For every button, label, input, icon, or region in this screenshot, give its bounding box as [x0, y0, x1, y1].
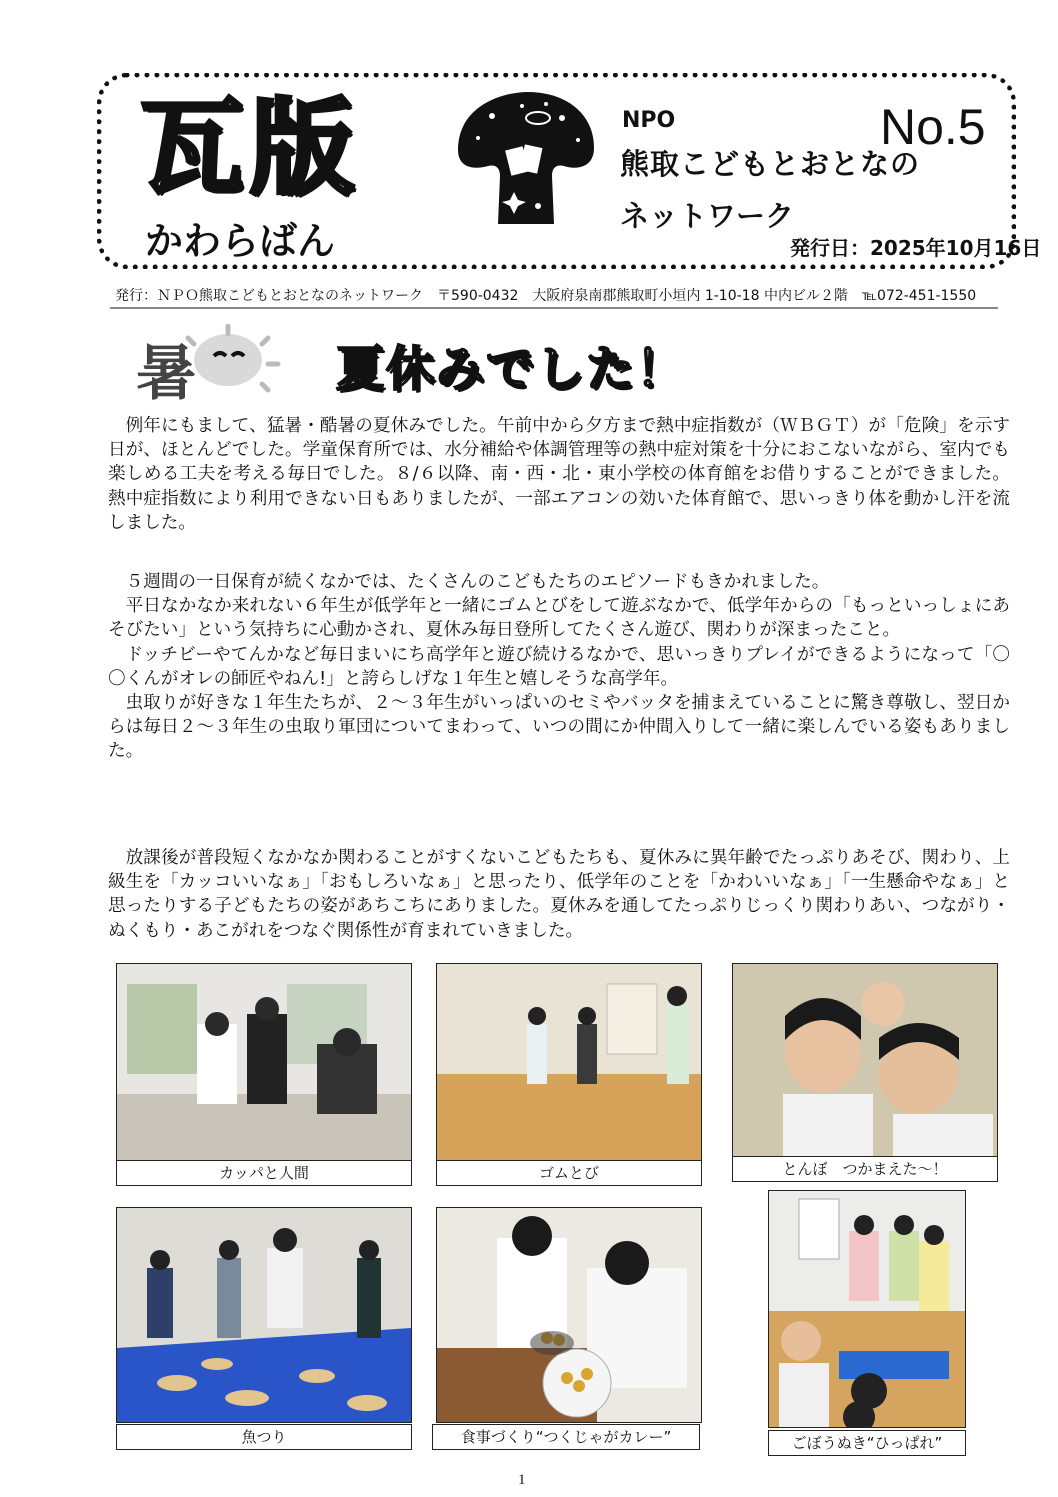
photo-sakanatsuri: [116, 1207, 412, 1423]
sun-heat-icon: [118, 324, 328, 404]
photo-caption: カッパと人間: [116, 1160, 412, 1186]
photo-caption: ゴムとび: [436, 1160, 702, 1186]
org-name-line1: 熊取こどもとおとなの: [620, 147, 921, 181]
page-number: 1: [518, 1472, 526, 1488]
paragraph-text: ドッチビーやてんかなど毎日まいにち高学年と遊び続けるなかで、思いっきりプレイができるようになって「〇〇くんがオレの師匠やねん!」と誇らしげな１年生と嬉しそうな高学年。: [108, 644, 1010, 689]
paragraph-text: 例年にもまして、猛暑・酷暑の夏休みでした。午前中から夕方まで熱中症指数が（ＷＢＧＴ）が「危険」を示す日が、ほとんどでした。学童保育所では、水分補給や体調管理等の熱中症対策を十分におこないながら、室内でも楽しめる工夫を考える毎日でした。８/６以降、南・西・北・東小学校の体育館をお借りすることができました。熱中症指数により利用できない日もありましたが、一部エアコンの効いた体育館で、思いっきり体を動かし汗を流しました。: [108, 416, 1010, 533]
issue-number: No.5: [880, 99, 986, 155]
photo-caption: 魚つり: [116, 1424, 412, 1450]
article-heading: 夏休みでした！: [336, 341, 687, 397]
photo-caption: とんぼ つかまえた～！: [732, 1156, 998, 1182]
photo-curry: [436, 1207, 702, 1423]
paragraph-text: 虫取りが好きな１年生たちが、２～３年生がいっぱいのセミやバッタを捕まえていることに驚き尊敬し、翌日からは毎日２～３年生の虫取り軍団についてまわって、いつの間にか仲間入りして一緒に楽しんでいる姿もありました。: [108, 693, 1010, 762]
masthead-title: 瓦版: [140, 87, 361, 209]
paragraph-text: ５週間の一日保育が続くなかでは、たくさんのこどもたちのエピソードもきかれました。: [125, 572, 830, 592]
org-name-line2: ネットワーク: [620, 199, 795, 233]
paragraph-2: [108, 570, 1010, 764]
issue-date: 発行日：2025年10月16日: [790, 236, 1042, 260]
npo-label: NPO: [622, 108, 676, 133]
heat-kanji: 暑: [136, 339, 196, 404]
paragraph-1: [108, 414, 1010, 535]
photo-gobounuki: [768, 1190, 966, 1428]
masthead-title-kana: かわらばん: [145, 219, 336, 263]
photo-tonbo: [732, 963, 998, 1157]
divider: [110, 307, 998, 309]
photo-caption: 食事づくり“つくじゃがカレー”: [432, 1424, 700, 1450]
photo-gomutobi: [436, 963, 702, 1161]
photo-caption: ごぼうぬき“ひっぱれ”: [768, 1430, 966, 1456]
paragraph-3: [108, 846, 1010, 943]
paragraph-text: 平日なかなか来れない６年生が低学年と一緒にゴムとびをして遊ぶなかで、低学年からの「もっといっしょにあそびたい」という気持ちに心動かされ、夏休み毎日登所してたくさん遊び、関わりが深まったこと。: [108, 596, 1010, 641]
publisher-line: 発行：ＮＰＯ熊取こどもとおとなのネットワーク 〒590-0432 大阪府泉南郡熊取町小垣内 1-10-18 中内ビル２階 ℡072-451-1550: [115, 288, 977, 304]
paragraph-text: 放課後が普段短くなかなか関わることがすくないこどもたちも、夏休みに異年齢でたっぷりあそび、関わり、上級生を「カッコいいなぁ」「おもしろいなぁ」と思ったり、低学年のことを「かわいいなぁ」「一生懸命やなぁ」と思ったりする子どもたちの姿があちこちにありました。夏休みを通してたっぷりじっくり関わりあい、つながり・ぬくもり・あこがれをつなぐ関係性が育まれていきました。: [108, 848, 1010, 941]
mushroom-logo-icon: [452, 88, 600, 228]
photo-kappa: [116, 963, 412, 1161]
